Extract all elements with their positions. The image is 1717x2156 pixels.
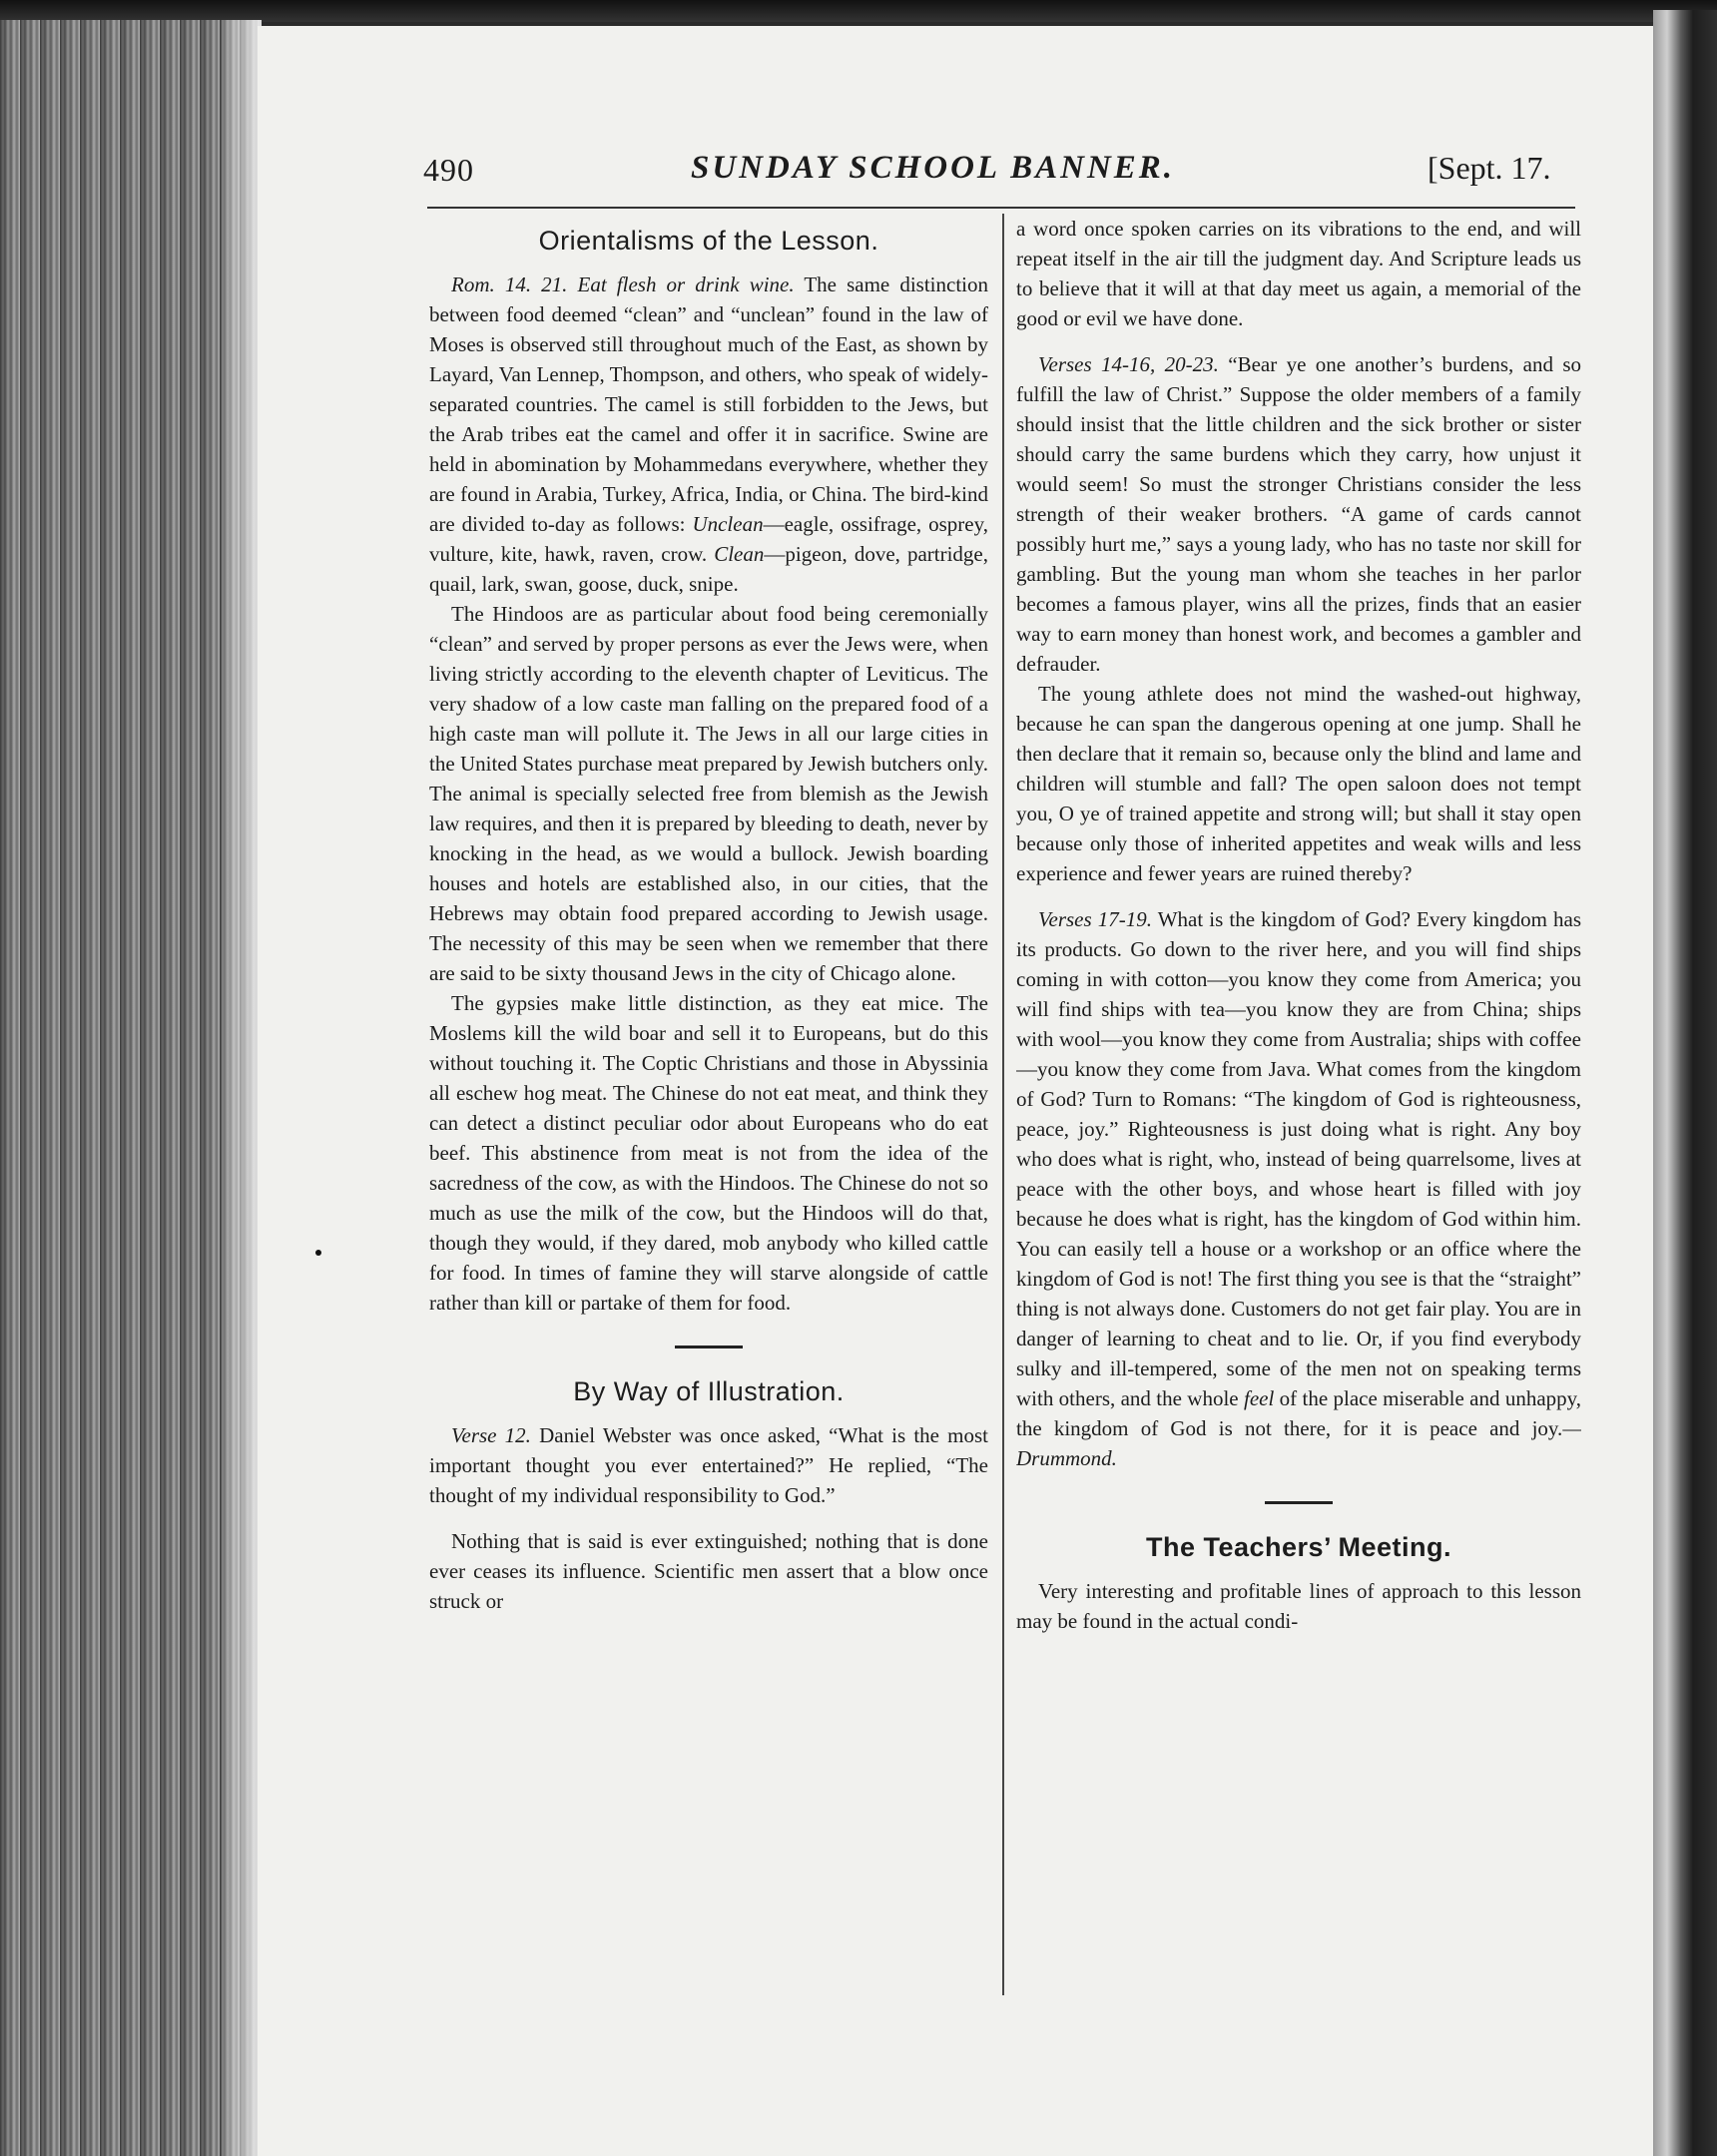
paragraph: The young athlete does not mind the washed-out highway, because he can span the dangerous opening at one jump. Shall he then declare that it remain so, because only the blind and lame and children will stumble and fall? The open saloon does not tempt you, O ye of trained appetite and strong will; but shall it stay open because only those of inherited appetites and weak wills and less experience and fewer years are ruined thereby? (1016, 682, 1581, 885)
column-rule (1002, 214, 1004, 1995)
paragraph-text: of the place miserable and unhappy, the kingdom of God is not there, for it is peace and joy. (1016, 1386, 1581, 1440)
header-rule (427, 207, 1575, 209)
book-right-edge (1653, 10, 1717, 2156)
page-number: 490 (423, 152, 474, 188)
paragraph-text: Daniel Webster was once asked, “What is the most important thought you ever entertained?” He replied, “The thought of my individual responsibility to God.” (429, 1423, 988, 1507)
scripture-reference: Rom. 14. 21. (451, 272, 568, 296)
scripture-quote: Eat flesh or drink wine. (577, 272, 795, 296)
book-page-edges (0, 20, 262, 2156)
paragraph-text: The same distinction between food deemed “clean” and “unclean” found in the law of Moses is observed still throughout much of the East, as shown by Layard, Van Lennep, Thompson, and others, who speak of widely-separated countries. The camel is still forbidden to the Jews, but the Arab tribes eat the camel and offer it in sacrifice. Swine are held in abomination by Mohammedans everywhere, whether they are found in Arabia, Turkey, Africa, India, or China. The bird-kind are divided to-day as follows: (429, 272, 988, 536)
paragraph: The Hindoos are as particular about food being ceremonially “clean” and served by proper persons as ever the Jews were, when living strictly according to the eleventh chapter of Leviticus. The very shadow of a low caste man falling on the prepared food of a high caste man will pollute it. The Jews in all our large cities in the United States purchase meat prepared by Jewish butchers only. The animal is specially selected free from blemish as the Jewish law requires, and then it is prepared by bleeding to death, never by knocking in the head, as we would a bullock. Jewish boarding houses and hotels are established also, in our cities, that the Hebrews may obtain food prepared according to Jewish usage. The necessity of this may be seen when we remember that there are said to be sixty thousand Jews in the city of Chicago alone. (429, 602, 988, 985)
paragraph (429, 1420, 988, 1510)
left-column (429, 214, 988, 2000)
paragraph-continued: a word once spoken carries on its vibrations to the end, and will repeat itself in the air till the judgment day. And Scripture leads us to believe that it will at that day meet us again, a memorial of the good or evil we have done. (1016, 217, 1581, 330)
scan-top-shadow (0, 0, 1717, 22)
scripture-reference: Verse 12. (451, 1423, 531, 1447)
scripture-reference: Verses 17-19. (1038, 907, 1152, 931)
clean-list: —pigeon, dove, partridge, quail, lark, swan, goose, duck, snipe. (429, 542, 988, 596)
paragraph-text: What is the kingdom of God? Every kingdom has its products. Go down to the river here, and you will find ships coming in with cotton—you know they come from America; you will find ships with tea—you know they are from China; ships with wool—you know they come from Australia; ships with coffee—you know they come from Java. What comes from the kingdom of God? Turn to Romans: “The kingdom of God is righteousness, peace, joy.” Righteousness is just doing what is right. Any boy who does what is right, who, instead of being quarrelsome, lives at peace with the other boys, and whose heart is filled with joy because he does what is right, has the kingdom of God within him. You can easily tell a house or a workshop or an office where the kingdom of God is not! The first thing you see is that the “straight” thing is not always done. Customers do not get fair play. You are in danger of learning to cheat and to lie. Or, if you find everybody sulky and ill-tempered, some of the men not on speaking terms with others, and the whole (1016, 907, 1581, 1410)
right-column (1016, 214, 1581, 2000)
paragraph (1016, 904, 1581, 1473)
attribution: —Drummond. (1016, 1416, 1581, 1470)
heading-by-way-of-illustration: By Way of Illustration. (573, 1376, 845, 1406)
scripture-reference: Verses 14-16, 20-23. (1038, 352, 1219, 376)
heading-teachers-meeting: The Teachers’ Meeting. (1145, 1532, 1452, 1562)
paragraph (1016, 349, 1581, 679)
issue-date: [Sept. 17. (1428, 150, 1551, 186)
spine-mark (315, 1250, 321, 1256)
section-divider (675, 1346, 743, 1348)
paragraph: Nothing that is said is ever extinguished; nothing that is done ever ceases its influence. Scientific men assert that a blow once struck or (429, 1529, 988, 1613)
emphasis-feel: feel (1243, 1386, 1275, 1410)
unclean-list: —eagle, ossifrage, osprey, vulture, kite, hawk, raven, crow. (429, 512, 988, 566)
paragraph (429, 270, 988, 599)
paragraph: Very interesting and profitable lines of approach to this lesson may be found in the actual condi- (1016, 1579, 1581, 1633)
paragraph-text: “Bear ye one another’s burdens, and so fulfill the law of Christ.” Suppose the older members of a family should insist that the little children and the sick brother or sister should carry the same burdens which they carry, how unjust it would seem! So must the stronger Christians consider the less strength of their weaker brothers. “A game of cards cannot possibly hurt me,” says a young lady, who has no taste nor skill for gambling. But the young man whom she teaches in her parlor becomes a famous player, wins all the prizes, finds that an easier way to earn money than honest work, and becomes a gambler and defrauder. (1016, 352, 1581, 676)
section-divider (1265, 1501, 1333, 1504)
emphasis-clean: Clean (714, 542, 765, 566)
emphasis-unclean: Unclean (692, 512, 764, 536)
paragraph: The gypsies make little distinction, as they eat mice. The Moslems kill the wild boar and sell it to Europeans, but do this without touching it. The Coptic Christians and those in Abyssinia all eschew hog meat. The Chinese do not eat meat, and think they can detect a distinct peculiar odor about Europeans who do eat beef. This abstinence from meat is not from the idea of the sacredness of the cow, as with the Hindoos. The Chinese do not so much as use the milk of the cow, but the Hindoos will do that, though they would, if they dared, mob anybody who killed cattle for food. In times of famine they will starve alongside of cattle rather than kill or partake of them for food. (429, 991, 988, 1315)
heading-orientalisms: Orientalisms of the Lesson. (538, 226, 879, 256)
running-title: SUNDAY SCHOOL BANNER. (691, 150, 1176, 186)
